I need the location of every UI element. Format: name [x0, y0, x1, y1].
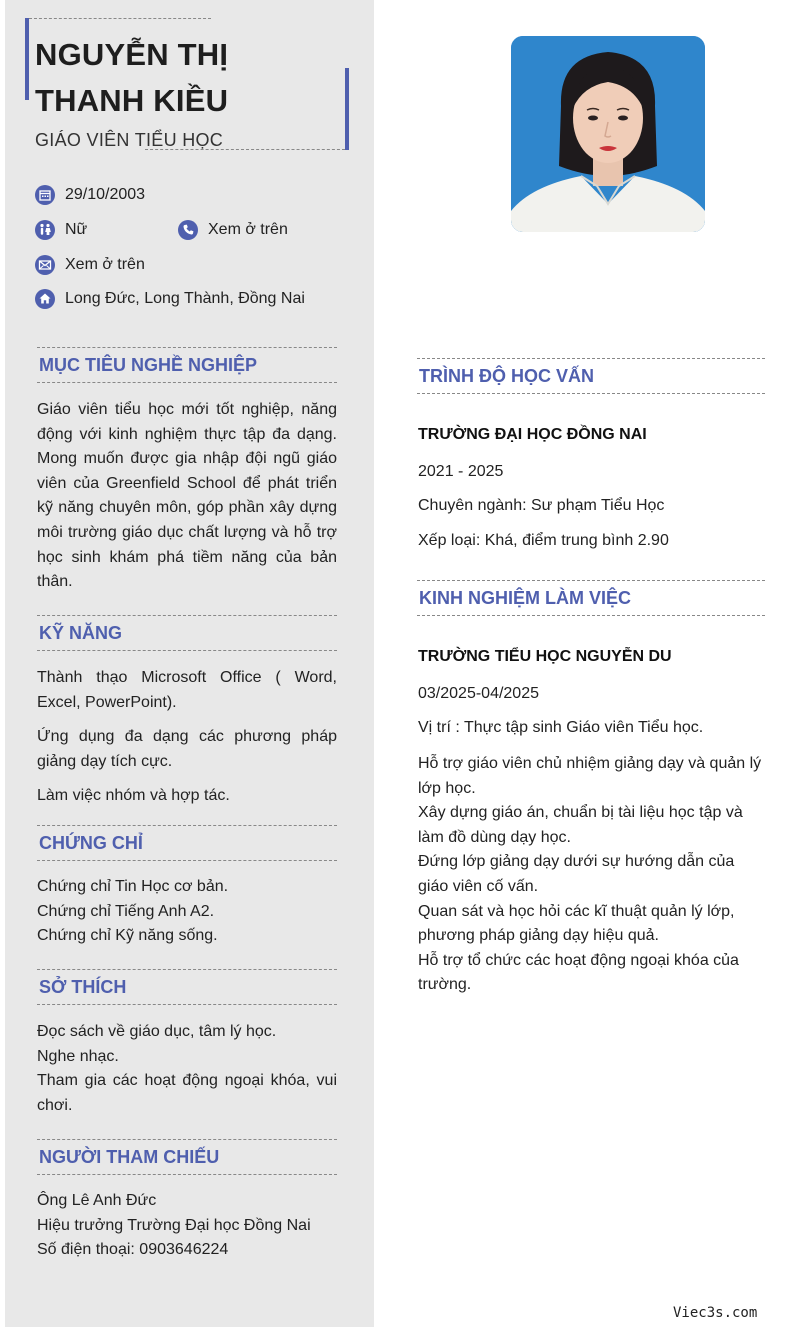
accent-bar-left [25, 18, 29, 100]
duty-item: Hỗ trợ tổ chức các hoạt động ngoại khóa của trường. [418, 951, 739, 994]
experience-duties [418, 752, 768, 998]
gender-row [35, 220, 87, 240]
name-block [25, 18, 349, 150]
certificate-item: Chứng chỉ Tin Học cơ bản. [37, 878, 229, 895]
home-icon [35, 289, 55, 309]
education-title: TRÌNH ĐỘ HỌC VẤN [417, 358, 765, 394]
certificate-item: Chứng chỉ Tiếng Anh A2. [37, 902, 215, 920]
address-value: Long Đức, Long Thành, Đồng Nai [65, 290, 305, 307]
skill-item: Làm việc nhóm và hợp tác. [37, 787, 230, 805]
certificates-list [37, 875, 337, 949]
duty-item: Xây dựng giáo án, chuẩn bị tài liệu học tập và làm đồ dùng dạy học. [418, 804, 743, 846]
duty-item: Quan sát và học hỏi các kĩ thuật quản lý lớp, phương pháp giảng dạy hiệu quả. [418, 902, 735, 945]
reference-item: Hiệu trưởng Trường Đại học Đồng Nai [37, 1216, 311, 1234]
profile-photo [511, 36, 705, 232]
birthday-row [35, 185, 145, 205]
hobby-item: Tham gia các hoạt động ngoại khóa, vui chơi. [37, 1072, 337, 1114]
education-period: 2021 - 2025 [418, 463, 504, 480]
education-grade: Xếp loại: Khá, điểm trung bình 2.90 [418, 532, 669, 549]
address-row [35, 289, 305, 309]
objective-title: MỤC TIÊU NGHỀ NGHIỆP [37, 347, 337, 383]
gender-icon [35, 220, 55, 240]
phone-value: Xem ở trên [208, 221, 288, 238]
footer-brand: Viec3s.com [673, 1305, 758, 1321]
duty-item: Hỗ trợ giáo viên chủ nhiệm giảng dạy và quản lý lớp học. [418, 755, 762, 797]
experience-period: 03/2025-04/2025 [418, 685, 539, 702]
candidate-name: NGUYỄN THỊ THANH KIỀU [35, 37, 229, 118]
birthday-value: 29/10/2003 [65, 186, 146, 203]
hobbies-list [37, 1020, 337, 1118]
education-major: Chuyên ngành: Sư phạm Tiểu Học [418, 497, 665, 514]
duty-item: Đứng lớp giảng dạy dưới sự hướng dẫn của giáo viên cố vấn. [418, 853, 735, 895]
gender-value: Nữ [65, 221, 88, 238]
phone-icon [178, 220, 198, 240]
experience-company: TRƯỜNG TIỂU HỌC NGUYỄN DU [418, 648, 672, 665]
calendar-icon [35, 185, 55, 205]
skill-item: Thành thạo Microsoft Office ( Word, Excel, PowerPoint). [37, 669, 337, 711]
hobby-item: Nghe nhạc. [37, 1047, 119, 1065]
skill-item: Ứng dụng đa dạng các phương pháp giảng dạy tích cực. [37, 728, 337, 770]
skills-list [37, 666, 337, 809]
experience-title: KINH NGHIỆM LÀM VIỆC [417, 580, 765, 616]
portrait-image [511, 36, 705, 232]
reference-item: Ông Lê Anh Đức [37, 1192, 157, 1209]
hobby-item: Đọc sách về giáo dục, tâm lý học. [37, 1023, 277, 1040]
skills-title: KỸ NĂNG [37, 615, 337, 651]
job-title: GIÁO VIÊN TIỂU HỌC [35, 130, 224, 150]
education-school: TRƯỜNG ĐẠI HỌC ĐỒNG NAI [418, 426, 647, 443]
email-icon [35, 255, 55, 275]
phone-row [178, 220, 288, 240]
references-list [37, 1189, 337, 1263]
experience-position: Vị trí : Thực tập sinh Giáo viên Tiểu học. [418, 719, 704, 736]
certificate-item: Chứng chỉ Kỹ năng sống. [37, 927, 218, 945]
email-row [35, 255, 145, 275]
hobbies-title: SỞ THÍCH [37, 969, 337, 1005]
email-value: Xem ở trên [65, 256, 145, 273]
references-title: NGƯỜI THAM CHIẾU [37, 1139, 337, 1175]
objective-text: Giáo viên tiểu học mới tốt nghiệp, năng động với kinh nghiệm thực tập đa dạng. Mong muốn được gia nhập đội ngũ giáo viên của Greenfield School để phát triển kỹ năng chuyên môn, góp phần xây dựng môi trường giáo dục chất lượng và hỗ trợ học sinh khám phá tiềm năng của bản thân. [37, 401, 337, 591]
reference-item: Số điện thoại: 0903646224 [37, 1241, 229, 1259]
certificates-title: CHỨNG CHỈ [37, 825, 337, 861]
accent-bar-right [345, 68, 349, 150]
divider [29, 18, 211, 19]
